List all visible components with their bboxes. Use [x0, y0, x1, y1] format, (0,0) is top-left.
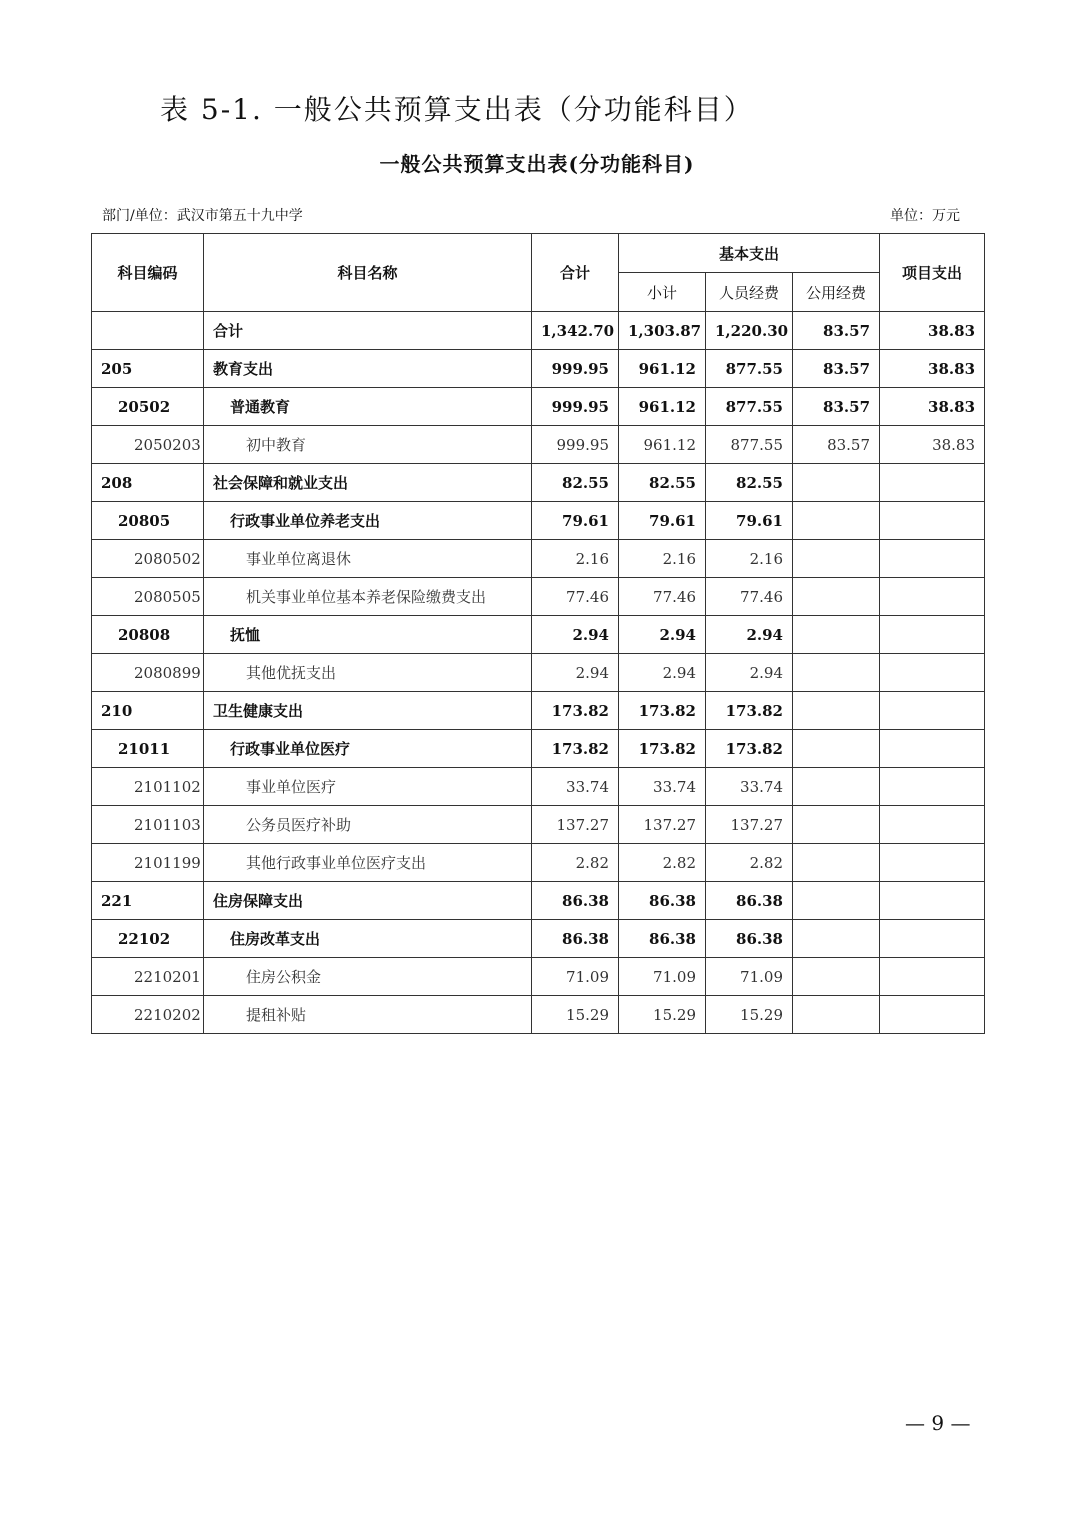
table-row [92, 616, 985, 654]
cell-name: 住房公积金 [204, 958, 532, 996]
cell-personnel: 86.38 [706, 882, 793, 920]
cell-code: 221 [92, 882, 204, 920]
cell-name: 机关事业单位基本养老保险缴费支出 [204, 578, 532, 616]
cell-name: 抚恤 [204, 616, 532, 654]
cell-code: 2101103 [92, 806, 204, 844]
table-row [92, 730, 985, 768]
cell-public [793, 882, 880, 920]
cell-personnel: 86.38 [706, 920, 793, 958]
cell-public: 83.57 [793, 426, 880, 464]
cell-personnel: 877.55 [706, 426, 793, 464]
cell-name: 社会保障和就业支出 [204, 464, 532, 502]
cell-subtotal: 2.82 [619, 844, 706, 882]
cell-name: 事业单位医疗 [204, 768, 532, 806]
header-subtotal: 小计 [619, 273, 706, 312]
unit-label: 单位：万元 [890, 208, 960, 224]
cell-total: 71.09 [532, 958, 619, 996]
cell-total: 15.29 [532, 996, 619, 1034]
cell-subtotal: 86.38 [619, 920, 706, 958]
cell-total: 86.38 [532, 920, 619, 958]
cell-personnel: 82.55 [706, 464, 793, 502]
cell-project [880, 654, 985, 692]
cell-name: 普通教育 [204, 388, 532, 426]
cell-total: 79.61 [532, 502, 619, 540]
cell-personnel: 2.94 [706, 654, 793, 692]
cell-total: 2.16 [532, 540, 619, 578]
cell-project [880, 882, 985, 920]
table-row [92, 540, 985, 578]
cell-name: 公务员医疗补助 [204, 806, 532, 844]
cell-total: 77.46 [532, 578, 619, 616]
total-row [92, 312, 985, 350]
header-total: 合计 [532, 234, 619, 312]
cell-total: 999.95 [532, 426, 619, 464]
table-row [92, 882, 985, 920]
cell-project [880, 578, 985, 616]
cell-project [880, 540, 985, 578]
cell-project [880, 616, 985, 654]
cell-total: 173.82 [532, 730, 619, 768]
cell-subtotal: 173.82 [619, 692, 706, 730]
cell-personnel: 79.61 [706, 502, 793, 540]
cell-code: 2101199 [92, 844, 204, 882]
cell-public [793, 920, 880, 958]
cell-project [880, 958, 985, 996]
cell-subtotal: 2.94 [619, 616, 706, 654]
page-number: — 9 — [905, 1411, 971, 1435]
table-row [92, 350, 985, 388]
cell-personnel: 15.29 [706, 996, 793, 1034]
table-row [92, 920, 985, 958]
table-row [92, 692, 985, 730]
cell-subtotal: 86.38 [619, 882, 706, 920]
cell-total: 2.94 [532, 654, 619, 692]
table-row [92, 996, 985, 1034]
cell-personnel: 77.46 [706, 578, 793, 616]
cell-public [793, 502, 880, 540]
header-code: 科目编码 [92, 234, 204, 312]
cell-public [793, 578, 880, 616]
cell-project [880, 806, 985, 844]
header-name: 科目名称 [204, 234, 532, 312]
cell-code: 22102 [92, 920, 204, 958]
department-label: 部门/单位：武汉市第五十九中学 [102, 208, 303, 224]
cell-total: 999.95 [532, 350, 619, 388]
cell-project: 38.83 [880, 388, 985, 426]
cell-subtotal: 33.74 [619, 768, 706, 806]
cell-total: 173.82 [532, 692, 619, 730]
cell-total: 82.55 [532, 464, 619, 502]
table-row [92, 426, 985, 464]
cell-personnel: 71.09 [706, 958, 793, 996]
cell-code: 21011 [92, 730, 204, 768]
cell-subtotal: 71.09 [619, 958, 706, 996]
cell-name: 卫生健康支出 [204, 692, 532, 730]
cell-total: 86.38 [532, 882, 619, 920]
cell-public [793, 996, 880, 1034]
cell-name: 其他行政事业单位医疗支出 [204, 844, 532, 882]
cell-public [793, 654, 880, 692]
cell-project: 38.83 [880, 426, 985, 464]
cell-personnel: 33.74 [706, 768, 793, 806]
cell-personnel: 2.16 [706, 540, 793, 578]
cell-name: 合计 [204, 312, 532, 350]
cell-name: 行政事业单位医疗 [204, 730, 532, 768]
cell-code: 2050203 [92, 426, 204, 464]
cell-subtotal: 2.94 [619, 654, 706, 692]
table-row [92, 464, 985, 502]
cell-total: 2.94 [532, 616, 619, 654]
cell-code: 2080502 [92, 540, 204, 578]
cell-project [880, 692, 985, 730]
cell-code: 2080505 [92, 578, 204, 616]
cell-personnel: 877.55 [706, 350, 793, 388]
header-project: 项目支出 [880, 234, 985, 312]
cell-subtotal: 15.29 [619, 996, 706, 1034]
cell-subtotal: 961.12 [619, 350, 706, 388]
cell-code: 205 [92, 350, 204, 388]
budget-table [91, 233, 985, 1034]
cell-code: 2080899 [92, 654, 204, 692]
cell-subtotal: 173.82 [619, 730, 706, 768]
cell-name: 提租补贴 [204, 996, 532, 1034]
cell-personnel: 1,220.30 [706, 312, 793, 350]
cell-subtotal: 2.16 [619, 540, 706, 578]
cell-subtotal: 137.27 [619, 806, 706, 844]
table-row [92, 806, 985, 844]
cell-project [880, 768, 985, 806]
cell-personnel: 137.27 [706, 806, 793, 844]
cell-project [880, 502, 985, 540]
table-row [92, 844, 985, 882]
cell-project: 38.83 [880, 350, 985, 388]
cell-public [793, 844, 880, 882]
cell-public [793, 958, 880, 996]
table-row [92, 502, 985, 540]
cell-personnel: 877.55 [706, 388, 793, 426]
cell-subtotal: 961.12 [619, 388, 706, 426]
cell-code: 210 [92, 692, 204, 730]
cell-name: 行政事业单位养老支出 [204, 502, 532, 540]
cell-code: 2210201 [92, 958, 204, 996]
cell-total: 2.82 [532, 844, 619, 882]
cell-total: 999.95 [532, 388, 619, 426]
cell-code: 20502 [92, 388, 204, 426]
cell-name: 住房改革支出 [204, 920, 532, 958]
cell-code: 2101102 [92, 768, 204, 806]
cell-subtotal: 77.46 [619, 578, 706, 616]
page-heading: 表 5-1. 一般公共预算支出表（分功能科目） [160, 93, 754, 126]
cell-total: 1,342.70 [532, 312, 619, 350]
cell-total: 33.74 [532, 768, 619, 806]
cell-personnel: 2.94 [706, 616, 793, 654]
table-row [92, 768, 985, 806]
table-row [92, 654, 985, 692]
cell-subtotal: 82.55 [619, 464, 706, 502]
cell-subtotal: 79.61 [619, 502, 706, 540]
cell-public: 83.57 [793, 350, 880, 388]
cell-code: 208 [92, 464, 204, 502]
header-public: 公用经费 [793, 273, 880, 312]
cell-subtotal: 961.12 [619, 426, 706, 464]
cell-project [880, 730, 985, 768]
cell-name: 教育支出 [204, 350, 532, 388]
cell-project [880, 464, 985, 502]
cell-public [793, 730, 880, 768]
cell-name: 其他优抚支出 [204, 654, 532, 692]
cell-public [793, 692, 880, 730]
cell-code [92, 312, 204, 350]
cell-project: 38.83 [880, 312, 985, 350]
cell-name: 事业单位离退休 [204, 540, 532, 578]
cell-total: 137.27 [532, 806, 619, 844]
table-row [92, 958, 985, 996]
table-title: 一般公共预算支出表(分功能科目) [379, 152, 695, 176]
table-body [92, 312, 985, 1034]
table-row [92, 578, 985, 616]
cell-public [793, 616, 880, 654]
cell-public [793, 540, 880, 578]
cell-public [793, 464, 880, 502]
cell-personnel: 173.82 [706, 730, 793, 768]
cell-subtotal: 1,303.87 [619, 312, 706, 350]
header-personnel: 人员经费 [706, 273, 793, 312]
table-row [92, 388, 985, 426]
cell-project [880, 844, 985, 882]
cell-personnel: 2.82 [706, 844, 793, 882]
cell-project [880, 996, 985, 1034]
cell-public: 83.57 [793, 388, 880, 426]
cell-name: 初中教育 [204, 426, 532, 464]
cell-code: 20805 [92, 502, 204, 540]
cell-public: 83.57 [793, 312, 880, 350]
cell-public [793, 806, 880, 844]
cell-project [880, 920, 985, 958]
cell-personnel: 173.82 [706, 692, 793, 730]
cell-public [793, 768, 880, 806]
cell-code: 20808 [92, 616, 204, 654]
header-basic: 基本支出 [619, 234, 880, 273]
cell-name: 住房保障支出 [204, 882, 532, 920]
cell-code: 2210202 [92, 996, 204, 1034]
